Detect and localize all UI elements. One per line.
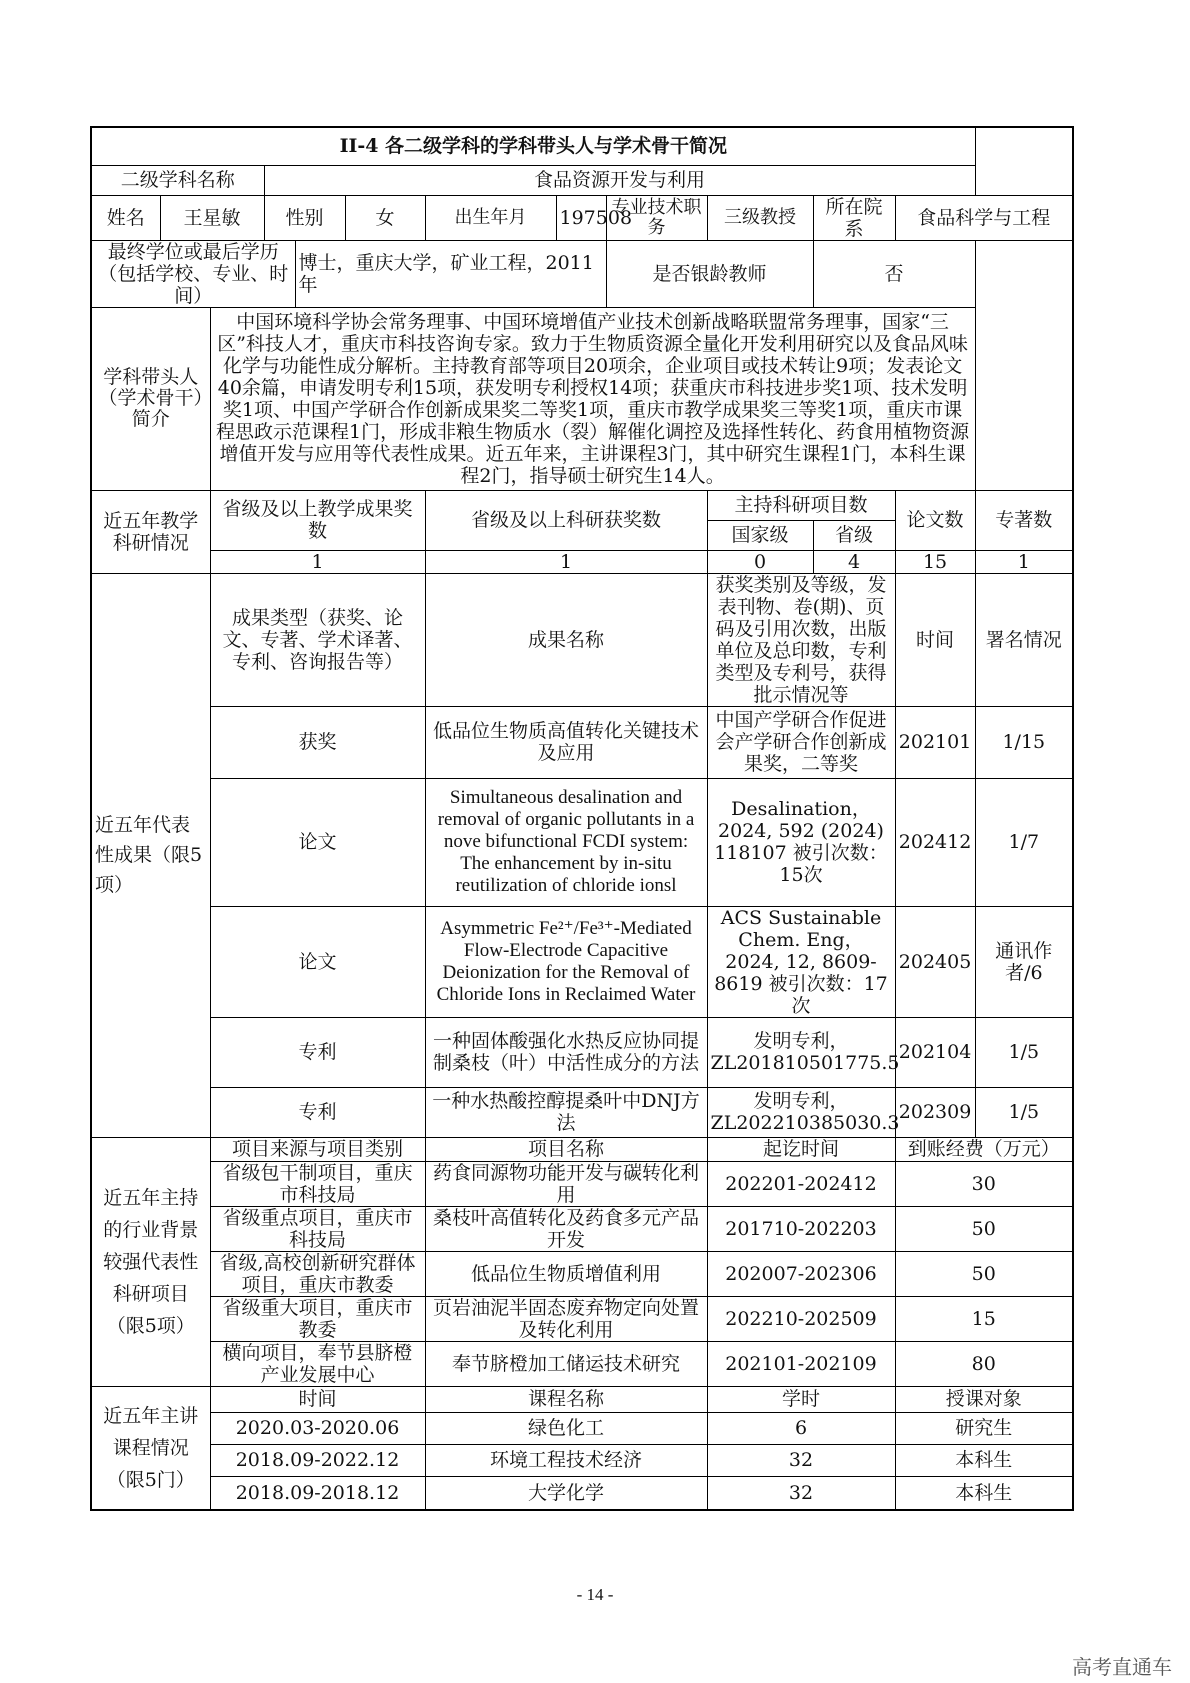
course-name: 大学化学 [425, 1476, 707, 1510]
project-period: 202007-202306 [707, 1251, 895, 1296]
project-source: 省级重大项目，重庆市教委 [210, 1296, 425, 1341]
course-target: 研究生 [895, 1412, 1073, 1444]
stats-books-value: 1 [975, 550, 1073, 573]
achievement-detail: ACS Sustainable Chem. Eng， 2024, 12, 8609-8619 被引次数：17次 [707, 906, 895, 1017]
achievement-sign: 1/7 [975, 778, 1073, 906]
stats-research-header: 省级及以上科研获奖数 [425, 490, 707, 550]
stats-research-value: 1 [425, 550, 707, 573]
bio-label: 学科带头人（学术骨干）简介 [91, 307, 210, 490]
project-name: 低品位生物质增值利用 [425, 1251, 707, 1296]
project-funds: 50 [895, 1251, 1073, 1296]
stats-books-header: 专著数 [975, 490, 1073, 550]
achievement-type: 专利 [210, 1017, 425, 1087]
project-source: 省级重点项目，重庆市科技局 [210, 1206, 425, 1251]
project-name: 奉节脐橙加工储运技术研究 [425, 1341, 707, 1386]
project-source: 横向项目，奉节县脐橙产业发展中心 [210, 1341, 425, 1386]
dept-value: 食品科学与工程 [895, 195, 1073, 240]
title-value: 三级教授 [707, 195, 813, 240]
achievement-sign: 通讯作者/6 [975, 906, 1073, 1017]
degree-label: 最终学位或最后学历（包括学校、专业、时间） [91, 240, 295, 307]
achievement-sign: 1/5 [975, 1017, 1073, 1087]
stats-teaching-header: 省级及以上教学成果奖数 [210, 490, 425, 550]
courses-hours-header: 学时 [707, 1386, 895, 1412]
projects-funds-header: 到账经费（万元） [895, 1137, 1073, 1161]
name-label: 姓名 [91, 195, 160, 240]
achievement-type: 获奖 [210, 706, 425, 778]
page-number: - 14 - [576, 1585, 614, 1604]
project-funds: 30 [895, 1161, 1073, 1206]
achievement-type: 论文 [210, 778, 425, 906]
achievement-name: Simultaneous desalination and removal of organic pollutants in a nove bifunctional FCDI system: The enhancement by in-situ reutilization of chloride ionsl [425, 778, 707, 906]
gender-value: 女 [345, 195, 425, 240]
achievements-detail-header: 获奖类别及等级，发表刊物、卷(期)、页码及引用次数，出版单位及总印数，专利类型及专利号，获得批示情况等 [707, 573, 895, 706]
achievements-type-header: 成果类型（获奖、论文、专著、学术译著、专利、咨询报告等） [210, 573, 425, 706]
degree-value: 博士，重庆大学，矿业工程，2011年 [295, 240, 606, 307]
achievement-type: 专利 [210, 1087, 425, 1137]
achievement-time: 202405 [895, 906, 975, 1017]
projects-period-header: 起讫时间 [707, 1137, 895, 1161]
achievements-label: 近五年代表性成果（限5项） [91, 573, 210, 1137]
projects-name-header: 项目名称 [425, 1137, 707, 1161]
stats-provincial-value: 4 [813, 550, 895, 573]
title-label: 专业技术职务 [606, 195, 707, 240]
achievement-time: 202104 [895, 1017, 975, 1087]
project-source: 省级包干制项目，重庆市科技局 [210, 1161, 425, 1206]
stats-national-header: 国家级 [707, 520, 813, 550]
course-name: 绿色化工 [425, 1412, 707, 1444]
silver-value: 否 [813, 240, 975, 307]
courses-target-header: 授课对象 [895, 1386, 1073, 1412]
discipline-leader-table [90, 126, 1074, 1511]
course-name: 环境工程技术经济 [425, 1444, 707, 1476]
course-time: 2020.03-2020.06 [210, 1412, 425, 1444]
achievement-sign: 1/15 [975, 706, 1073, 778]
achievement-name: 一种水热酸控醇提桑叶中DNJ方法 [425, 1087, 707, 1137]
subject-label: 二级学科名称 [91, 165, 264, 195]
project-funds: 50 [895, 1206, 1073, 1251]
achievement-detail: 发明专利，ZL202210385030.3 [707, 1087, 895, 1137]
course-hours: 6 [707, 1412, 895, 1444]
achievement-detail: 中国产学研合作促进会产学研合作创新成果奖，二等奖 [707, 706, 895, 778]
project-period: 202101-202109 [707, 1341, 895, 1386]
project-name: 药食同源物功能开发与碳转化利用 [425, 1161, 707, 1206]
course-target: 本科生 [895, 1476, 1073, 1510]
project-name: 页岩油泥半固态废弃物定向处置及转化利用 [425, 1296, 707, 1341]
stats-papers-header: 论文数 [895, 490, 975, 550]
birth-label: 出生年月 [425, 195, 556, 240]
stats-teaching-value: 1 [210, 550, 425, 573]
course-time: 2018.09-2018.12 [210, 1476, 425, 1510]
name-value: 王星敏 [160, 195, 264, 240]
stats-provincial-header: 省级 [813, 520, 895, 550]
achievements-name-header: 成果名称 [425, 573, 707, 706]
course-target: 本科生 [895, 1444, 1073, 1476]
bio-text: 中国环境科学协会常务理事、中国环境增值产业技术创新战略联盟常务理事，国家“三区”科技人才，重庆市科技咨询专家。致力于生物质资源全量化开发利用研究以及食品风味化学与功能性成分解析。主持教育部等项目20项余，企业项目或技术转让9项；发表论文40余篇，申请发明专利15项，获发明专利授权14项；获重庆市科技进步奖1项、技术发明奖1项、中国产学研合作创新成果奖二等奖1项，重庆市教学成果奖三等奖1项，重庆市课程思政示范课程1门，形成非粮生物质水（裂）解催化调控及选择性转化、药食用植物资源增值开发与应用等代表性成果。近五年来，主讲课程3门，其中研究生课程1门，本科生课程2门，指导硕士研究生14人。 [210, 307, 975, 490]
achievement-type: 论文 [210, 906, 425, 1017]
stats-papers-value: 15 [895, 550, 975, 573]
project-period: 201710-202203 [707, 1206, 895, 1251]
project-period: 202210-202509 [707, 1296, 895, 1341]
achievement-time: 202309 [895, 1087, 975, 1137]
course-hours: 32 [707, 1444, 895, 1476]
stats-national-value: 0 [707, 550, 813, 573]
achievement-name: 低品位生物质高值转化关键技术及应用 [425, 706, 707, 778]
course-time: 2018.09-2022.12 [210, 1444, 425, 1476]
achievement-sign: 1/5 [975, 1087, 1073, 1137]
gender-label: 性别 [264, 195, 345, 240]
achievement-time: 202101 [895, 706, 975, 778]
birth-value: 197508 [556, 195, 606, 240]
dept-label: 所在院系 [813, 195, 895, 240]
stats-label: 近五年教学科研情况 [91, 490, 210, 573]
courses-time-header: 时间 [210, 1386, 425, 1412]
stats-projects-header: 主持科研项目数 [707, 490, 895, 520]
projects-source-header: 项目来源与项目类别 [210, 1137, 425, 1161]
achievement-detail: 发明专利，ZL201810501775.5 [707, 1017, 895, 1087]
achievement-detail: Desalination，2024, 592 (2024) 118107 被引次数：15次 [707, 778, 895, 906]
section-title: II-4 各二级学科的学科带头人与学术骨干简况 [91, 127, 975, 165]
project-period: 202201-202412 [707, 1161, 895, 1206]
project-funds: 80 [895, 1341, 1073, 1386]
courses-name-header: 课程名称 [425, 1386, 707, 1412]
project-source: 省级,高校创新研究群体项目，重庆市教委 [210, 1251, 425, 1296]
course-hours: 32 [707, 1476, 895, 1510]
achievements-sign-header: 署名情况 [975, 573, 1073, 706]
watermark-text: 高考直通车 [1072, 1655, 1172, 1679]
achievement-name: Asymmetric Fe²⁺/Fe³⁺-Mediated Flow-Electrode Capacitive Deionization for the Removal of Chloride Ions in Reclaimed Water [425, 906, 707, 1017]
achievement-name: 一种固体酸强化水热反应协同提制桑枝（叶）中活性成分的方法 [425, 1017, 707, 1087]
achievement-time: 202412 [895, 778, 975, 906]
achievements-time-header: 时间 [895, 573, 975, 706]
projects-label: 近五年主持的行业背景较强代表性科研项目（限5项） [91, 1137, 210, 1386]
project-name: 桑枝叶高值转化及药食多元产品开发 [425, 1206, 707, 1251]
courses-label: 近五年主讲课程情况（限5门） [91, 1386, 210, 1510]
silver-label: 是否银龄教师 [606, 240, 813, 307]
subject-value: 食品资源开发与利用 [264, 165, 975, 195]
project-funds: 15 [895, 1296, 1073, 1341]
